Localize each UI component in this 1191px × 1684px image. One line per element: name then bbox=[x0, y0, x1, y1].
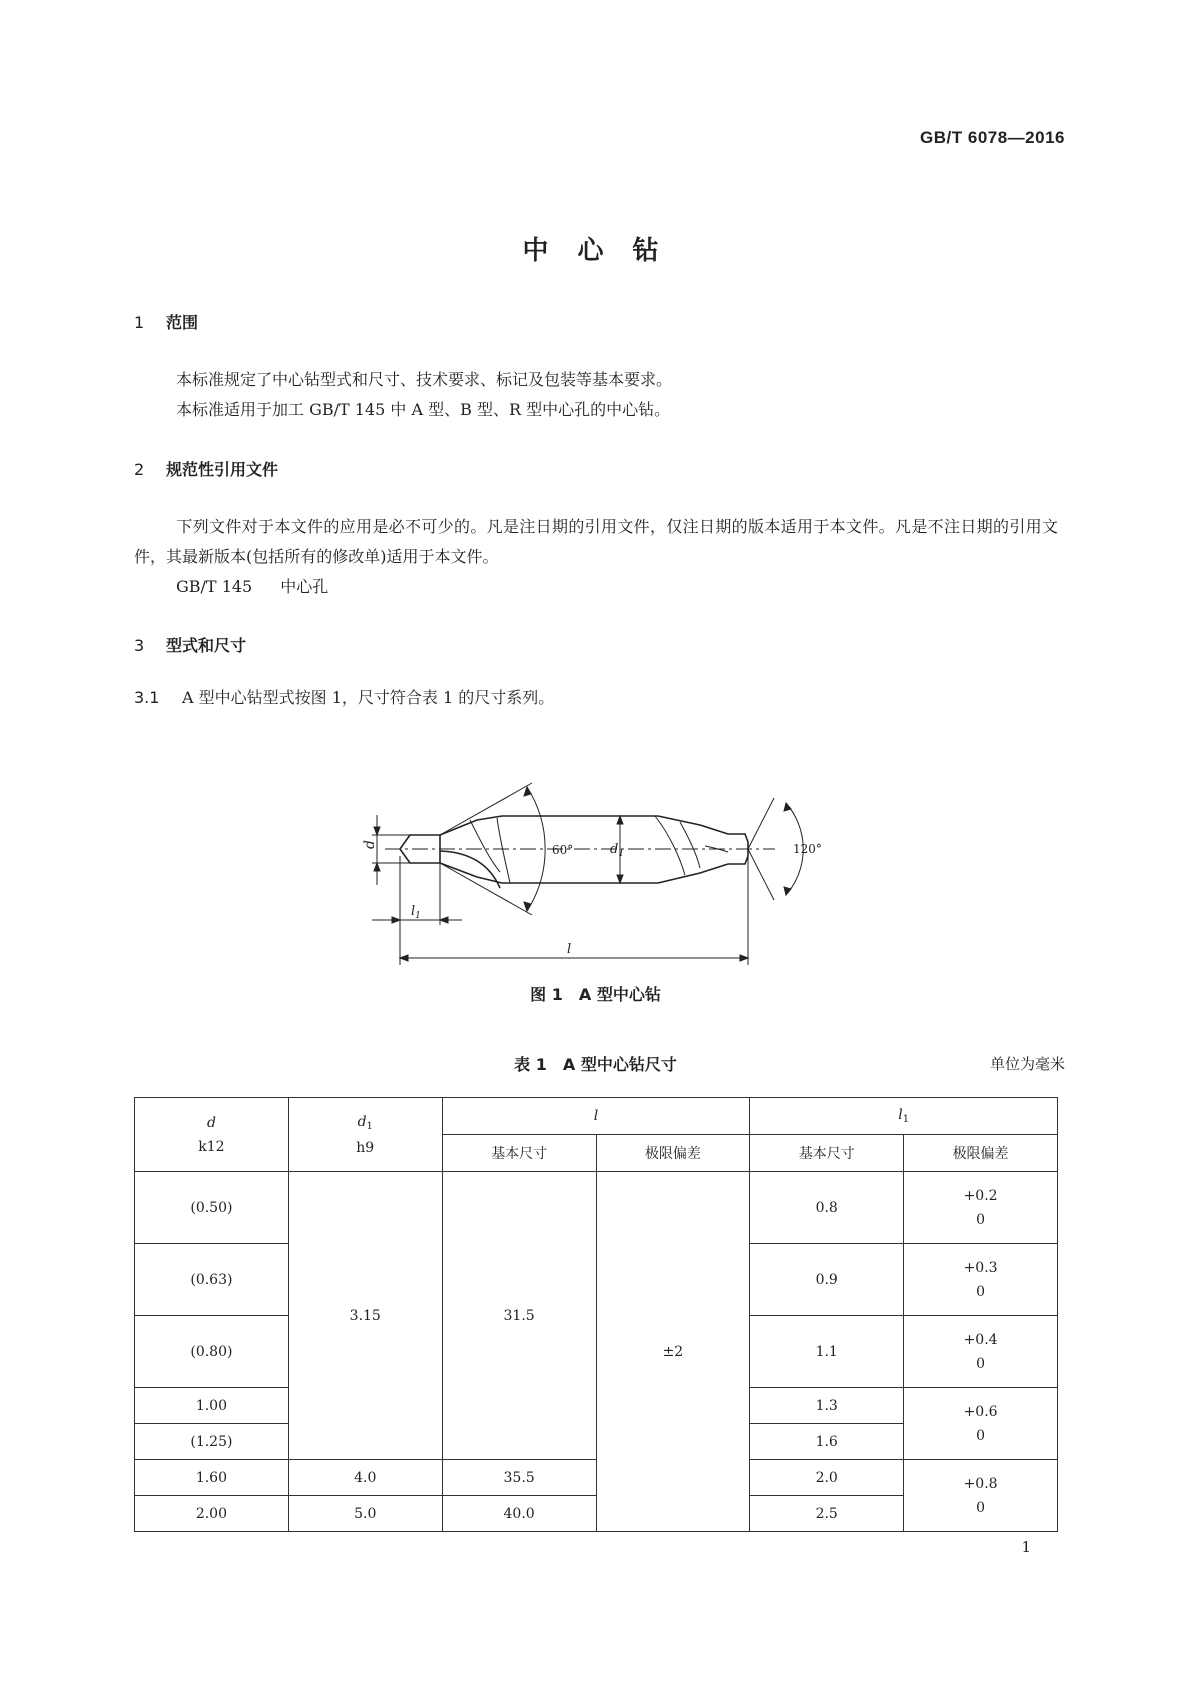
cell-l1-tolerance: +0.4 0 bbox=[904, 1316, 1058, 1388]
header-d-symbol: d bbox=[206, 1114, 216, 1131]
paragraph: 本标准规定了中心钻型式和尺寸、技术要求、标记及包装等基本要求。 bbox=[176, 370, 673, 389]
cell-d: (0.50) bbox=[135, 1172, 289, 1244]
section-title: 型式和尺寸 bbox=[166, 636, 247, 655]
cell-l1: 2.5 bbox=[750, 1496, 904, 1532]
cell-d: (1.25) bbox=[135, 1424, 289, 1460]
header-d1-tolerance: h9 bbox=[356, 1139, 375, 1156]
cell-d1: 4.0 bbox=[288, 1460, 442, 1496]
section-title: 规范性引用文件 bbox=[166, 460, 279, 479]
header-d bbox=[135, 1098, 289, 1172]
cell-d: (0.80) bbox=[135, 1316, 289, 1388]
cell-l1: 0.9 bbox=[750, 1244, 904, 1316]
cell-d: 2.00 bbox=[135, 1496, 289, 1532]
figure-caption: 图 1 A 型中心钻 bbox=[530, 985, 661, 1004]
header-l-basic: 基本尺寸 bbox=[442, 1135, 596, 1172]
paragraph: A 型中心钻型式按图 1，尺寸符合表 1 的尺寸系列。 bbox=[182, 688, 555, 707]
cell-l1: 2.0 bbox=[750, 1460, 904, 1496]
document-title: 中 心 钻 bbox=[522, 236, 669, 266]
header-l1-basic: 基本尺寸 bbox=[750, 1135, 904, 1172]
reference-title: 中心孔 bbox=[280, 577, 329, 596]
paragraph: 下列文件对于本文件的应用是必不可少的。凡是注日期的引用文件，仅注日期的版本适用于本文件。凡是不注日期的引用文件，其最新版本(包括所有的修改单)适用于本文件。 bbox=[134, 517, 1058, 566]
cell-d1: 5.0 bbox=[288, 1496, 442, 1532]
section-title: 范围 bbox=[166, 313, 199, 332]
dimension-table bbox=[134, 1097, 1058, 1532]
table-caption: 表 1 A 型中心钻尺寸 bbox=[514, 1055, 677, 1074]
cell-l1: 0.8 bbox=[750, 1172, 904, 1244]
angle-120-label: 120° bbox=[793, 842, 822, 856]
cell-d: 1.60 bbox=[135, 1460, 289, 1496]
table-row bbox=[135, 1172, 1058, 1244]
cell-l1-tolerance: +0.8 0 bbox=[904, 1460, 1058, 1532]
dim-d-label: d bbox=[362, 840, 378, 849]
section-number: 2 bbox=[134, 460, 145, 479]
section-number: 3 bbox=[134, 636, 145, 655]
page-number: 1 bbox=[1021, 1538, 1031, 1556]
dim-l1-label: $l_1$ bbox=[411, 904, 421, 921]
header-l1-limit: 极限偏差 bbox=[904, 1135, 1058, 1172]
cell-l1-tolerance: +0.2 0 bbox=[904, 1172, 1058, 1244]
cell-l1-tolerance: +0.6 0 bbox=[904, 1388, 1058, 1460]
header-d1: $d_1$ h9 bbox=[288, 1098, 442, 1172]
cell-l: 35.5 bbox=[442, 1460, 596, 1496]
header-d-tolerance: k12 bbox=[198, 1138, 225, 1155]
dim-d1-label: $d_1$ bbox=[610, 842, 625, 859]
header-l1: $l_1$ bbox=[750, 1098, 1058, 1135]
cell-d1: 3.15 bbox=[288, 1172, 442, 1460]
standard-code: GB/T 6078—2016 bbox=[920, 128, 1065, 147]
cell-l: 40.0 bbox=[442, 1496, 596, 1532]
cell-l-tolerance: ±2 bbox=[596, 1172, 750, 1532]
cell-l1: 1.6 bbox=[750, 1424, 904, 1460]
cell-d: (0.63) bbox=[135, 1244, 289, 1316]
dim-l-label: l bbox=[567, 942, 572, 957]
cell-l1: 1.1 bbox=[750, 1316, 904, 1388]
subsection-number: 3.1 bbox=[134, 688, 160, 707]
cell-d: 1.00 bbox=[135, 1388, 289, 1424]
cell-l1: 1.3 bbox=[750, 1388, 904, 1424]
paragraph: 本标准适用于加工 GB/T 145 中 A 型、B 型、R 型中心孔的中心钻。 bbox=[176, 400, 671, 419]
header-l-limit: 极限偏差 bbox=[596, 1135, 750, 1172]
cell-l: 31.5 bbox=[442, 1172, 596, 1460]
angle-60-label: 60° bbox=[552, 843, 574, 857]
unit-note: 单位为毫米 bbox=[989, 1055, 1065, 1073]
section-number: 1 bbox=[134, 313, 145, 332]
cell-l1-tolerance: +0.3 0 bbox=[904, 1244, 1058, 1316]
reference-code: GB/T 145 bbox=[176, 577, 253, 596]
header-l: l bbox=[442, 1098, 750, 1135]
